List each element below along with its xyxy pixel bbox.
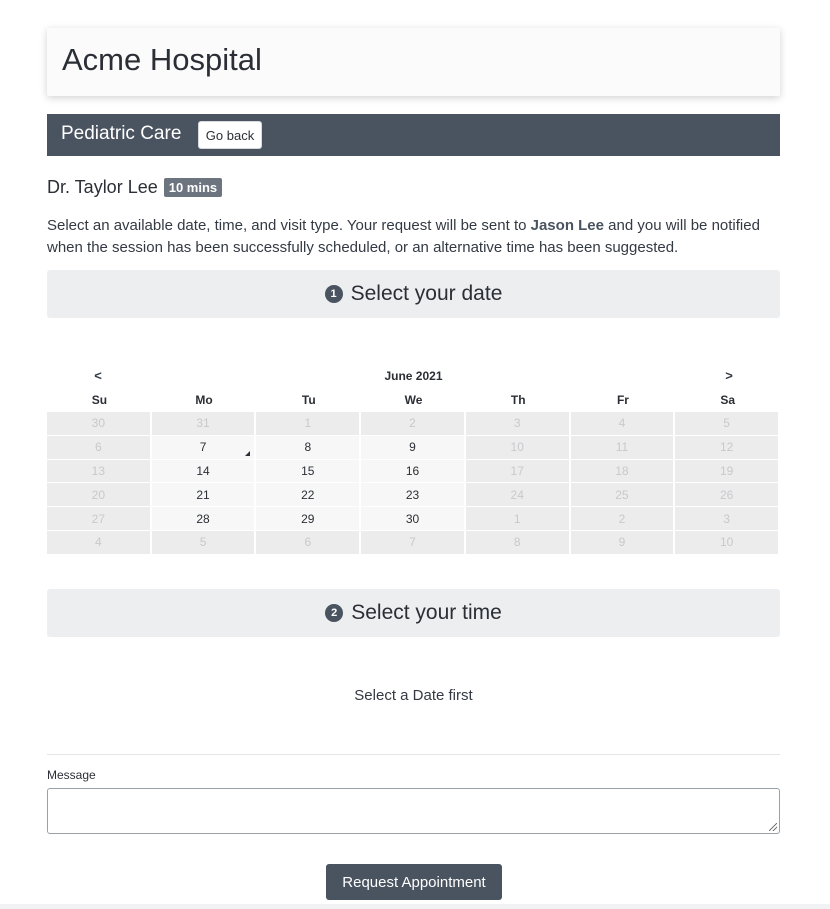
calendar-day-unavailable [571,507,676,531]
resize-handle-icon[interactable] [769,823,777,831]
calendar-day-number: 12 [719,440,734,455]
calendar-day-unavailable [675,483,780,507]
calendar-day-unavailable [466,483,571,507]
time-section-title: Select your time [351,601,502,624]
calendar-day-number: 18 [615,463,629,478]
calendar-day-number: 24 [510,487,524,502]
calendar-day-number: 22 [301,487,315,502]
date-section-title: Select your date [350,282,503,305]
calendar-day-unavailable [675,531,780,555]
weekday-label: Fr [616,393,629,407]
calendar-day-unavailable [466,507,571,531]
calendar-day-unavailable [47,531,152,555]
weekday-label: Mo [195,393,213,407]
calendar-day-unavailable [47,483,152,507]
time-empty-message: Select a Date first [354,687,473,704]
calendar-day-number: 4 [618,416,626,431]
calendar-day-unavailable [47,436,152,460]
prev-month-button[interactable]: < [94,368,102,383]
request-appointment-button[interactable]: Request Appointment [326,864,502,900]
calendar-day-number: 2 [409,416,416,431]
calendar-day-unavailable [571,412,676,436]
calendar-day-unavailable [466,531,571,555]
weekday-label: Th [510,393,526,407]
go-back-button[interactable]: Go back [198,121,262,149]
calendar-day-number: 30 [405,511,420,526]
calendar-day-unavailable [47,460,152,484]
calendar-day-number: 20 [91,487,106,502]
divider [47,754,780,755]
calendar-day-number: 31 [196,416,210,431]
calendar-day-available[interactable] [256,507,361,531]
calendar-grid [47,412,780,555]
calendar-day-available[interactable] [256,483,361,507]
calendar-day-number: 10 [510,440,524,455]
calendar-day-number: 8 [513,535,521,550]
calendar-day-number: 7 [199,440,207,455]
message-textarea[interactable] [47,788,780,834]
calendar-day-unavailable [675,412,780,436]
recipient-name: Jason Lee [530,217,604,234]
calendar-day-unavailable [256,531,361,555]
calendar-day-number: 21 [196,487,210,502]
calendar-day-available[interactable] [256,460,361,484]
calendar-day-unavailable [152,531,257,555]
calendar-day-unavailable [466,460,571,484]
calendar-day-unavailable [675,460,780,484]
next-month-button[interactable]: > [725,368,733,383]
calendar-day-unavailable [256,412,361,436]
calendar-day-available[interactable] [152,436,257,460]
calendar-day-number: 4 [95,535,102,550]
step-1-badge: 1 [325,285,343,303]
calendar-day-unavailable [361,531,466,555]
intro-text [47,215,780,259]
step-2-badge: 2 [325,604,343,622]
calendar-day-number: 13 [91,463,106,478]
today-marker-icon [245,451,250,456]
calendar-day-unavailable [47,412,152,436]
calendar-day-number: 3 [513,416,521,431]
calendar-day-unavailable [571,460,676,484]
weekday-label: Sa [720,393,736,407]
calendar-day-number: 29 [301,511,315,526]
calendar-day-number: 11 [615,440,629,455]
calendar-nav [47,368,780,386]
calendar-day-unavailable [675,507,780,531]
calendar-day-number: 30 [91,416,106,431]
calendar-day-number: 26 [719,487,734,502]
intro-text-after: and you will be notified when the session has been successfully scheduled, or an alternative time has been suggested. [47,217,760,256]
intro-text-before: Select an available date, time, and visit type. Your request will be sent to [47,217,531,234]
calendar-day-number: 9 [618,535,626,550]
calendar-day-unavailable [571,483,676,507]
calendar-day-number: 6 [95,440,102,455]
calendar-day-number: 23 [405,487,420,502]
service-bar [47,114,780,156]
calendar-day-number: 7 [409,535,416,550]
calendar-day-number: 8 [304,440,312,455]
duration-badge: 10 mins [164,178,222,197]
calendar-day-available[interactable] [361,436,466,460]
time-section-header [47,589,780,637]
calendar-day-available[interactable] [361,507,466,531]
calendar-day-number: 1 [304,416,312,431]
calendar-day-unavailable [361,412,466,436]
calendar-day-number: 1 [513,511,521,526]
provider-name: Dr. Taylor Lee [47,176,158,197]
hospital-title: Acme Hospital [62,42,262,77]
calendar-day-number: 17 [510,463,524,478]
message-label: Message [47,768,96,782]
page-footer-edge [0,904,830,909]
calendar-day-number: 9 [409,440,416,455]
service-name: Pediatric Care [61,123,182,144]
weekday-label: We [404,393,423,407]
calendar-day-available[interactable] [152,460,257,484]
calendar-day-unavailable [152,412,257,436]
calendar-day-unavailable [571,436,676,460]
calendar-day-number: 5 [199,535,207,550]
calendar-day-available[interactable] [152,483,257,507]
calendar-month-label: June 2021 [384,369,443,383]
calendar-day-number: 16 [405,463,420,478]
calendar-day-unavailable [47,507,152,531]
header-card [47,28,780,96]
calendar-day-number: 3 [723,511,730,526]
calendar-day-number: 2 [618,511,626,526]
calendar-day-unavailable [675,436,780,460]
weekday-header [47,393,780,409]
calendar-day-unavailable [571,531,676,555]
calendar-day-available[interactable] [361,483,466,507]
calendar-day-available[interactable] [361,460,466,484]
calendar-day-number: 10 [719,535,734,550]
weekday-label: Tu [301,393,316,407]
calendar-day-number: 19 [719,463,734,478]
calendar-day-number: 28 [196,511,210,526]
calendar-day-unavailable [466,436,571,460]
calendar-day-number: 6 [304,535,312,550]
provider-row [47,176,222,198]
calendar-day-number: 5 [723,416,730,431]
calendar-day-number: 14 [196,463,210,478]
weekday-label: Su [91,393,108,407]
calendar-day-number: 27 [91,511,106,526]
date-section-header [47,270,780,318]
calendar-day-number: 15 [301,463,315,478]
calendar-day-number: 25 [615,487,629,502]
calendar-day-unavailable [466,412,571,436]
calendar-day-available[interactable] [152,507,257,531]
calendar-day-available[interactable] [256,436,361,460]
